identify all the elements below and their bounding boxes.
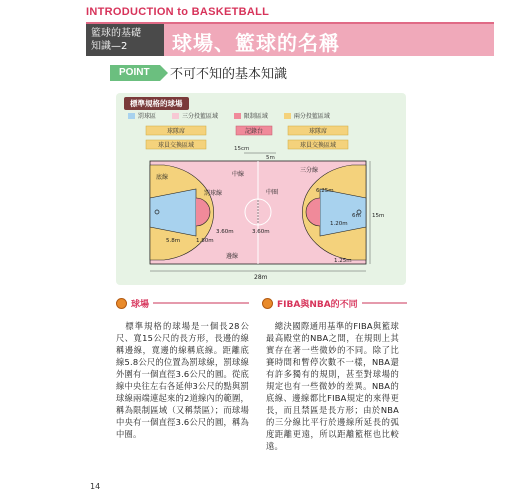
label-free-throw-line: 罰球線 — [204, 190, 223, 197]
series-title: INTRODUCTION to BASKETBALL — [86, 6, 270, 18]
point-text: 不可不知的基本知識 — [170, 67, 288, 82]
legend-label: 罰球區 — [138, 113, 157, 120]
sub-area-right-label: 球員交換區域 — [299, 142, 337, 149]
basketball-icon — [116, 298, 127, 309]
chapter-box — [86, 24, 164, 56]
body-fiba-nba: 總決國際通用基準的FIBA與籃球最高殿堂的NBA之間，在規則上其實存在著一些微妙的不同。除了比賽時間和暫停次數不一樣，NBA還有許多獨有的規則，甚至對球場的規定也有一些微妙的差異。NBA的底線、邊線都比FIBA規定的來得更長，而且禁區是長方形；由於NBA的三分線比平行於邊線所延長的弧度距離更遠，所以距離籃框也比較遠。 — [266, 321, 399, 451]
dim-3-60m-b: 3.60m — [252, 229, 270, 235]
dim-1-80m: 1.80m — [196, 238, 214, 244]
title-band — [164, 24, 494, 56]
label-center-line: 中線 — [232, 171, 245, 178]
section-head-court — [116, 296, 249, 310]
legend-label: 限制區域 — [243, 113, 268, 120]
chapter-line-2: 知識—2 — [91, 41, 128, 52]
sub-area-left-label: 球員交換區域 — [157, 142, 195, 149]
dim-28m: 28m — [254, 274, 268, 281]
section-title-court: 球場 — [127, 297, 153, 310]
dim-15m: 15m — [372, 213, 385, 219]
label-three-point-line: 三分線 — [300, 167, 319, 174]
dim-1-25m: 1.25m — [334, 258, 352, 264]
figure-title: 標準規格的球場 — [124, 97, 189, 110]
scorer-table-label: 記錄台 — [244, 128, 264, 135]
team-bench-right-label: 球隊席 — [308, 128, 328, 135]
point-tag: POINT — [110, 65, 160, 81]
label-baseline: 底線 — [156, 174, 169, 181]
dim-15cm: 15cm — [234, 146, 250, 152]
legend-label: 兩分投籃區域 — [293, 113, 330, 120]
page-number: 14 — [90, 482, 101, 491]
label-center-circle: 中圈 — [266, 189, 279, 196]
dim-3-60m-a: 3.60m — [216, 229, 234, 235]
basketball-icon — [262, 298, 273, 309]
page-title: 球場、籃球的名稱 — [172, 31, 340, 55]
label-sideline: 邊線 — [226, 253, 239, 260]
court-diagram — [116, 118, 406, 285]
section-title-fiba-nba: FIBA與NBA的不同 — [273, 297, 362, 310]
body-court: 標準規格的球場是一個長28公尺、寬15公尺的長方形，長邊的線稱邊線，寬邊的線稱底線。距離底線5.8公尺的位置為罰球線，罰球線外圍有一個直徑3.6公尺的圓。從底線中央往左右各延伸3公尺的點與罰球線兩端連起來的2道線內的範圍，稱為限制區域（又稱禁區）；而球場中央有一個直徑3.6公尺的圓，稱為中圈。 — [116, 321, 249, 439]
dim-5-8m: 5.8m — [166, 238, 181, 244]
dim-6-25m: 6.25m — [316, 188, 334, 194]
dim-6m: 6m — [352, 213, 361, 219]
section-head-fiba-nba — [262, 296, 407, 310]
legend-label: 三分投籃區域 — [181, 113, 218, 120]
team-bench-left-label: 球隊席 — [166, 128, 186, 135]
dim-5m: 5m — [266, 155, 275, 161]
chapter-line-1: 籃球的基礎 — [91, 28, 141, 39]
dim-1-20m: 1.20m — [330, 221, 348, 227]
